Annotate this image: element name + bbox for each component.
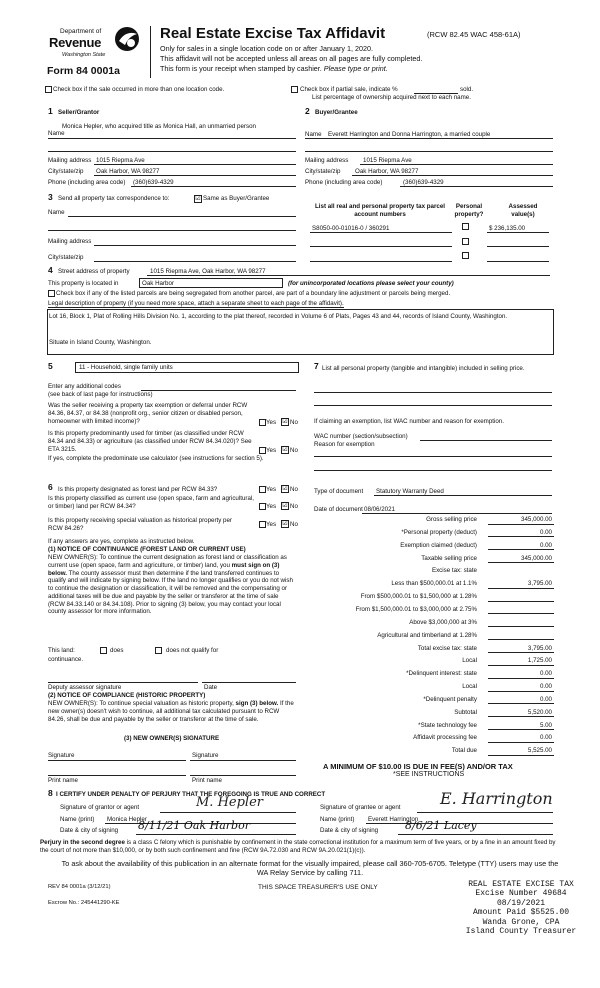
- tax-row-label: Subtotal: [454, 708, 477, 716]
- grantee-date-city[interactable]: 8/6/21 Lacey: [405, 819, 477, 832]
- parcel-row-2-value-field[interactable]: [487, 246, 549, 247]
- new-owner-signature-2-field[interactable]: [190, 760, 296, 761]
- parcel-row-3-personal-checkbox[interactable]: [462, 252, 469, 259]
- deputy-signature-field[interactable]: [48, 682, 198, 683]
- section-7-number: 7: [314, 361, 319, 371]
- seller-mailing-label: Mailing address: [48, 157, 92, 164]
- tax-row-label: From $1,500,000.01 to $3,000,000 at 2.75%: [355, 605, 477, 613]
- tax-row-value[interactable]: 0.00: [539, 695, 552, 703]
- wac-field[interactable]: [420, 440, 552, 441]
- document-date-line: [362, 513, 552, 514]
- s6-q2-yes-checkbox[interactable]: [259, 503, 266, 510]
- s6-q3-no-checkbox[interactable]: ☑: [282, 521, 288, 527]
- tax-row-label: Excise tax: state: [431, 567, 477, 575]
- section-1-number: 1: [48, 106, 53, 116]
- grantee-signature: E. Harrington: [440, 789, 553, 808]
- buyer-name-value[interactable]: Everett Harrington and Donna Harrington, a married couple: [328, 131, 491, 138]
- document-date-label: Date of document: [314, 506, 363, 513]
- wac-label: WAC number (section/subsection): [314, 433, 408, 440]
- notice-1-body-a: NEW OWNER(S): To continue the current designation as forest land or classification as current use (open space, farm and agriculture, or timber) land, you: [48, 554, 287, 569]
- s5-q1-yes-checkbox[interactable]: [259, 419, 266, 426]
- land-does-not-checkbox[interactable]: [155, 647, 162, 654]
- tax-row-value[interactable]: 3,795.00: [527, 580, 552, 588]
- certify-statement: I CERTIFY UNDER PENALTY OF PERJURY THAT THE FOREGOING IS TRUE AND CORRECT: [56, 791, 326, 798]
- notice-1-title: (1) NOTICE OF CONTINUANCE (FOREST LAND OR CURRENT USE): [48, 546, 246, 553]
- seller-city-value[interactable]: Oak Harbor, WA 98277: [96, 168, 160, 175]
- document-type-value[interactable]: Statutory Warranty Deed: [376, 488, 444, 495]
- section-3-name-label: Name: [48, 209, 65, 216]
- this-land-label: This land:: [48, 647, 75, 654]
- reason-label: Reason for exemption: [314, 441, 375, 448]
- header-divider: [150, 26, 151, 78]
- personal-property-field-2[interactable]: [314, 405, 552, 406]
- section-3-number: 3: [48, 192, 53, 202]
- tax-row-value[interactable]: 5.00: [539, 721, 552, 729]
- new-owner-print-1-label: Print name: [48, 777, 78, 784]
- street-address-label: Street address of property: [58, 268, 130, 275]
- section-3-city-field[interactable]: [94, 261, 296, 262]
- alternate-format-note: To ask about the availability of this publication in an alternate format for the visually impaired, please call 360-705-6705. Teletype (TTY) users may use the WA Relay Service by calling 711.: [61, 859, 559, 878]
- section-5-q2: Is this property predominantly used for timber (as classified under RCW 84.34 and 84.33) or agriculture (as classified under RCW 84.34.020)? See ETA 3215.: [48, 430, 252, 453]
- notice-2-body: [48, 700, 295, 723]
- buyer-heading: Buyer/Grantee: [315, 109, 358, 116]
- tax-row-label: Exemption claimed (deduct): [400, 541, 477, 549]
- section-6-if-yes: If any answers are yes, complete as instructed below.: [48, 538, 195, 545]
- tax-row-line: [488, 524, 554, 525]
- tax-row-value[interactable]: 0.00: [539, 683, 552, 691]
- tax-row-label: Total due: [451, 747, 477, 755]
- buyer-phone-label: Phone (including area code): [305, 179, 383, 186]
- continuance-label: continuance.: [48, 656, 84, 663]
- header-note-3b: Please type or print.: [323, 64, 388, 73]
- seller-phone-value[interactable]: (360)639-4329: [133, 179, 174, 186]
- revision-label: REV 84 0001a (3/12/21): [48, 884, 111, 890]
- section-5-q2-note: If yes, complete the predominate use calculator (see instructions for section 5).: [48, 455, 264, 462]
- s5-q1-yes-label: Yes: [266, 419, 277, 426]
- street-address-line: [147, 275, 550, 276]
- tax-row-line: [488, 536, 554, 537]
- header-note-3a: This form is your receipt when stamped by cashier.: [160, 64, 322, 73]
- section-8-number: 8: [48, 788, 53, 798]
- location-select-value: Oak Harbor: [142, 280, 174, 287]
- s6-q3-no-label: No: [290, 521, 298, 528]
- location-select[interactable]: [139, 278, 283, 288]
- section-5-q1: Was the seller receiving a property tax exemption or deferral under RCW 84.36, 84.37, or 84.38 (nonprofit org., senior citizen or disabled person, homeowner with limited income)?: [48, 402, 248, 425]
- document-date-value[interactable]: 08/06/2021: [364, 506, 395, 513]
- tax-row-line: [488, 742, 554, 743]
- stamp-line-2: Excise Number 49684: [475, 889, 567, 899]
- seller-mailing-line: [94, 164, 296, 165]
- treasurer-space-label: THIS SPACE TREASURER'S USE ONLY: [258, 884, 378, 891]
- tax-row-value[interactable]: 345,000.00: [521, 554, 552, 562]
- s6-q2-no-checkbox[interactable]: ☑: [282, 503, 288, 509]
- land-does-not-label: does not qualify for: [166, 647, 219, 654]
- document-type-label: Type of document: [314, 488, 364, 495]
- new-owner-signature-2-label: Signature: [192, 752, 219, 759]
- parcel-row-1-line: [310, 232, 452, 233]
- header-note-1: Only for sales in a single location code on or after January 1, 2020.: [160, 44, 373, 53]
- tax-row-label: Local: [462, 683, 477, 691]
- seller-name-line: [48, 138, 296, 139]
- tax-row-label: *Personal property (deduct): [401, 528, 477, 536]
- tax-row-label: From $500,000.01 to $1,500,000 at 1.28%: [360, 593, 477, 601]
- perjury-warning-body: is a class C felony which is punishable by confinement in the state correctional institution for a maximum term of five years, or by a fine in an amount fixed by the court of not more than $10,000, or by both such confinement and fine (RCW 9A.72.030 and RCW 9A.20.021(1)(c)).: [40, 839, 556, 854]
- tax-row-line: [488, 665, 554, 666]
- tax-row-line: [488, 601, 554, 602]
- reason-field-2[interactable]: [314, 470, 552, 471]
- tax-row-label: Less than $500,000.01 at 1.1%: [391, 580, 477, 588]
- tax-row-line: [488, 613, 554, 614]
- tax-row-value[interactable]: 0.00: [539, 670, 552, 678]
- tax-row-value[interactable]: 0.00: [539, 528, 552, 536]
- tax-row-value[interactable]: 0.00: [539, 541, 552, 549]
- s6-q3-yes-label: Yes: [266, 521, 277, 528]
- assessed-value-col-header: Assessed value(s): [508, 203, 538, 218]
- buyer-phone-line: [400, 186, 553, 187]
- tax-row-value[interactable]: 5,525.00: [527, 747, 552, 755]
- seller-phone-label: Phone (including area code): [48, 179, 126, 186]
- tax-row-line: [488, 588, 554, 589]
- agency-line2: Revenue: [49, 35, 102, 50]
- partial-sale-label-a: Check box if partial sale, indicate %: [300, 86, 398, 93]
- additional-codes-field[interactable]: [141, 390, 296, 391]
- see-back-note: (see back of last page for instructions): [48, 391, 153, 398]
- notice-2-body-a: NEW OWNER(S): To continue special valuation as historic property,: [48, 700, 236, 707]
- tax-row-line: [488, 549, 554, 550]
- tax-row-line: [488, 729, 554, 730]
- located-in-label: This property is located in: [48, 280, 119, 287]
- buyer-city-value[interactable]: Oak Harbor, WA 98277: [355, 168, 419, 175]
- seller-blank-line: [48, 151, 296, 152]
- land-use-value: 11 - Household, single family units: [79, 364, 173, 371]
- s5-q2-no-checkbox[interactable]: ☑: [282, 447, 288, 453]
- minimum-due-note: A MINIMUM OF $10.00 IS DUE IN FEE(S) AND/OR TAX: [323, 762, 513, 771]
- tax-row-line: [488, 652, 554, 653]
- new-owner-print-1-field[interactable]: [48, 775, 186, 776]
- section-3-city-label: City/state/zip: [48, 254, 84, 261]
- header-note-2: This affidavit will not be accepted unless all areas on all pages are fully completed.: [160, 54, 423, 63]
- tax-row-value[interactable]: 1,725.00: [527, 657, 552, 665]
- parcel-row-1-value-line: [487, 232, 549, 233]
- legal-description-label: Legal description of property (if you need more space, attach a separate sheet to each page of the affidavit).: [48, 300, 344, 307]
- seller-mailing-value[interactable]: 1015 Riepma Ave: [96, 157, 145, 164]
- notice-2-body-b: sign (3) below.: [235, 700, 279, 707]
- parcel-row-3-value-field[interactable]: [487, 261, 549, 262]
- section-2-number: 2: [305, 106, 310, 116]
- tax-row-line: [488, 562, 554, 563]
- deputy-date-label: Date: [204, 684, 218, 691]
- legal-description-box[interactable]: [47, 309, 554, 355]
- s5-q2-no-label: No: [290, 447, 298, 454]
- escrow-number: Escrow No.: 245441290-KE: [48, 900, 120, 906]
- grantor-name-value[interactable]: Monica Hepler: [107, 816, 147, 823]
- tax-row-label: *Delinquent interest: state: [406, 670, 477, 678]
- agency-line1: Department of: [60, 28, 102, 35]
- section-3-mailing-field[interactable]: [94, 245, 296, 246]
- parcel-row-2-personal-checkbox[interactable]: [462, 238, 469, 245]
- notice-1-body-c: The county assessor must then determine if the land transferred continues to qualify and will indicate by signing below. If the land no longer qualifies or you do not wish to continue the designation or classification, it will be removed and the compensating or additional taxes will be due and payable by the seller or transferor at the time of sale (RCW 84.33.140 or 84.34.108). Prior to signing (3) below, you may contact your local county assessor for more information.: [48, 569, 293, 616]
- stamp-line-1: REAL ESTATE EXCISE TAX: [468, 880, 574, 889]
- s6-q1-no-checkbox[interactable]: ☑: [282, 486, 288, 492]
- grantor-date-city[interactable]: 8/11/21 Oak Harbor: [138, 819, 250, 832]
- grantee-date-line: [398, 834, 553, 835]
- stamp-line-3: 08/19/2021: [496, 898, 545, 908]
- land-use-select[interactable]: [75, 362, 299, 373]
- s5-q1-no-label: No: [290, 419, 298, 426]
- notice-3-title: (3) NEW OWNER(S) SIGNATURE: [124, 735, 220, 742]
- section-3-label: Send all property tax correspondence to:: [58, 195, 170, 202]
- buyer-city-label: City/state/zip: [305, 168, 341, 175]
- segregated-label: Check box if any of the listed parcels are being segregated from another parcel, are part of a boundary line adjustment or parcels being merged.: [56, 290, 451, 297]
- grantor-signature-label: Signature of grantor or agent: [60, 804, 140, 811]
- buyer-city-line: [352, 175, 553, 176]
- buyer-blank-line: [305, 151, 553, 152]
- section-3-name-field[interactable]: [68, 216, 296, 217]
- unincorporated-note: (for unincorporated locations please select your county): [288, 280, 454, 287]
- reason-field-1[interactable]: [314, 456, 552, 457]
- section-4-number: 4: [48, 265, 53, 275]
- seller-phone-line: [131, 186, 296, 187]
- tax-row-line: [488, 639, 554, 640]
- see-instructions-note: *SEE INSTRUCTIONS: [393, 771, 465, 778]
- grantee-name-label: Name (print): [320, 816, 355, 823]
- form-rcw: (RCW 82.45 WAC 458-61A): [427, 30, 521, 39]
- land-does-checkbox[interactable]: [100, 647, 107, 654]
- tax-row-label: Total excise tax: state: [417, 644, 477, 652]
- grantor-signature: M. Hepler: [196, 795, 263, 810]
- notice-2-body-c: If the new owner(s) doesn't wish to continue, all additional tax calculated pursuant to RCW 84.26, shall be due and payable by the seller or transferor at the time of sale.: [48, 700, 294, 723]
- additional-codes-label: Enter any additional codes: [48, 383, 121, 390]
- legal-description-situate: Situate in Island County, Washington.: [49, 339, 152, 346]
- form-title: Real Estate Excise Tax Affidavit: [160, 25, 386, 42]
- notice-2-title: (2) NOTICE OF COMPLIANCE (HISTORIC PROPERTY): [48, 692, 206, 699]
- parcel-row-1-value[interactable]: $ 236,135.00: [489, 225, 526, 232]
- buyer-mailing-label: Mailing address: [305, 157, 349, 164]
- legal-description-text: Lot 16, Block 1, Plat of Rolling Hills Division No. 1, according to the plat thereof, recorded in Volume 6 of Plats, Pages 43 and 44, records of Island County, Washington.: [49, 313, 508, 320]
- treasurer-stamp: [462, 880, 580, 936]
- new-owner-print-2-field[interactable]: [190, 775, 296, 776]
- grantee-date-label: Date & city of signing: [320, 827, 379, 834]
- grantor-date-label: Date & city of signing: [60, 827, 119, 834]
- tax-row-label: Taxable selling price: [421, 554, 477, 562]
- parcel-row-1-number[interactable]: S8050-00-01016-0 / 360291: [312, 225, 390, 232]
- tax-row-label: Gross selling price: [426, 516, 477, 523]
- partial-sale-label-b: sold.: [460, 86, 474, 93]
- partial-sale-label-c: List percentage of ownership acquired next to each name.: [312, 94, 471, 101]
- buyer-phone-value[interactable]: (360)639-4329: [403, 179, 444, 186]
- s6-q2-yes-label: Yes: [266, 503, 277, 510]
- section-6-q2: Is this property classified as current use (open space, farm and agricultural, or timber) land per RCW 84.34?: [48, 495, 255, 510]
- section-5-number: 5: [48, 361, 53, 371]
- stamp-line-4: Amount Paid $5525.00: [472, 908, 569, 918]
- section-3-mailing-label: Mailing address: [48, 238, 92, 245]
- notice-1-body-b: must sign on (3) below.: [48, 561, 280, 577]
- s5-q1-no-checkbox[interactable]: ☑: [282, 419, 288, 425]
- section-6-q3: Is this property receiving special valuation as historical property per RCW 84.26?: [48, 517, 232, 532]
- tax-row-label: Agricultural and timberland at 1.28%: [377, 631, 477, 639]
- seller-name-label: Name: [48, 130, 65, 137]
- tax-row-line: [488, 626, 554, 627]
- new-owner-signature-1-label: Signature: [48, 752, 75, 759]
- parcel-row-3-field[interactable]: [310, 261, 452, 262]
- tax-row-value[interactable]: 5,520.00: [527, 708, 552, 716]
- s5-q2-yes-checkbox[interactable]: [259, 447, 266, 454]
- seller-name-value[interactable]: Monica Hepler, who acquired title as Monica Hall, an unmarried person: [62, 123, 256, 130]
- tax-row-line: [488, 703, 554, 704]
- tax-row-value[interactable]: 0.00: [539, 734, 552, 742]
- stamp-line-5: Wanda Grone, CPA: [482, 917, 560, 927]
- street-address-value[interactable]: 1015 Riepma Ave, Oak Harbor, WA 98277: [150, 268, 266, 275]
- exemption-label: If claiming an exemption, list WAC number and reason for exemption.: [314, 418, 504, 425]
- seller-heading: Seller/Grantor: [58, 109, 100, 116]
- grantor-date-line: [136, 834, 296, 835]
- s6-q1-yes-label: Yes: [266, 486, 277, 493]
- tax-row-line: [488, 755, 554, 756]
- tax-row-label: Affidavit processing fee: [413, 734, 477, 742]
- perjury-warning: [40, 839, 560, 855]
- agency-line3: Washington State: [62, 52, 106, 58]
- tax-row-label: Local: [462, 657, 477, 665]
- multi-location-checkbox[interactable]: [45, 86, 52, 93]
- seller-city-label: City/state/zip: [48, 168, 84, 175]
- new-owner-print-2-label: Print name: [192, 777, 222, 784]
- buyer-name-line: [305, 138, 553, 139]
- tax-row-line: [488, 691, 554, 692]
- s6-q3-yes-checkbox[interactable]: [259, 521, 266, 528]
- personal-property-field-1[interactable]: [314, 392, 552, 393]
- tax-row-label: *State technology fee: [418, 721, 477, 729]
- perjury-warning-title: Perjury in the second degree: [40, 839, 125, 846]
- new-owner-signature-1-field[interactable]: [48, 760, 186, 761]
- seller-city-line: [94, 175, 296, 176]
- form-number: Form 84 0001a: [47, 65, 120, 77]
- parcel-row-1-personal-checkbox[interactable]: [462, 223, 469, 230]
- grantor-signature-field[interactable]: [160, 812, 296, 813]
- partial-sale-checkbox[interactable]: [291, 86, 298, 93]
- parcel-row-2-field[interactable]: [310, 246, 452, 247]
- personal-property-col-header: Personal property?: [454, 203, 484, 218]
- buyer-mailing-line: [360, 164, 553, 165]
- section-3-blank-line: [48, 230, 296, 231]
- parcels-col-header: List all real and personal property tax parcel account numbers: [315, 203, 445, 218]
- grantee-name-value[interactable]: Everett Harrington: [368, 816, 419, 823]
- tax-row-line: [488, 716, 554, 717]
- land-does-label: does: [110, 647, 124, 654]
- s6-q1-yes-checkbox[interactable]: [259, 486, 266, 493]
- header-note-3: [160, 65, 388, 73]
- multi-location-label: Check box if the sale occurred in more than one location code.: [53, 86, 225, 93]
- tax-row-line: [488, 678, 554, 679]
- s6-q2-no-label: No: [290, 503, 298, 510]
- segregated-checkbox[interactable]: [48, 290, 55, 297]
- same-as-buyer-label: Same as Buyer/Grantee: [203, 195, 270, 202]
- tax-row-value[interactable]: 345,000.00: [521, 516, 552, 523]
- tax-row-value[interactable]: 3,795.00: [527, 644, 552, 652]
- dor-logo-mark: [113, 25, 143, 53]
- buyer-mailing-value[interactable]: 1015 Riepma Ave: [363, 157, 412, 164]
- deputy-signature-label: Deputy assessor signature: [48, 684, 122, 691]
- deputy-date-field[interactable]: [202, 682, 296, 683]
- s5-q2-yes-label: Yes: [266, 447, 277, 454]
- tax-row-label: Above $3,000,000 at 3%: [409, 618, 477, 626]
- stamp-line-6: Island County Treasurer: [465, 927, 577, 937]
- s6-q1-no-label: No: [290, 486, 298, 493]
- section-7-label: List all personal property (tangible and intangible) included in selling price.: [322, 365, 525, 372]
- grantee-signature-label: Signature of grantee or agent: [320, 804, 401, 811]
- document-type-line: [374, 495, 552, 496]
- same-as-buyer-checkbox[interactable]: ☑: [195, 196, 201, 202]
- grantor-name-label: Name (print): [60, 816, 95, 823]
- buyer-name-label: Name: [305, 131, 322, 138]
- section-6-q1: Is this property designated as forest land per RCW 84.33?: [58, 486, 218, 493]
- tax-row-label: *Delinquent penalty: [423, 695, 477, 703]
- section-6-number: 6: [48, 482, 53, 492]
- grantee-signature-field[interactable]: [417, 812, 553, 813]
- notice-1-body: [48, 554, 295, 616]
